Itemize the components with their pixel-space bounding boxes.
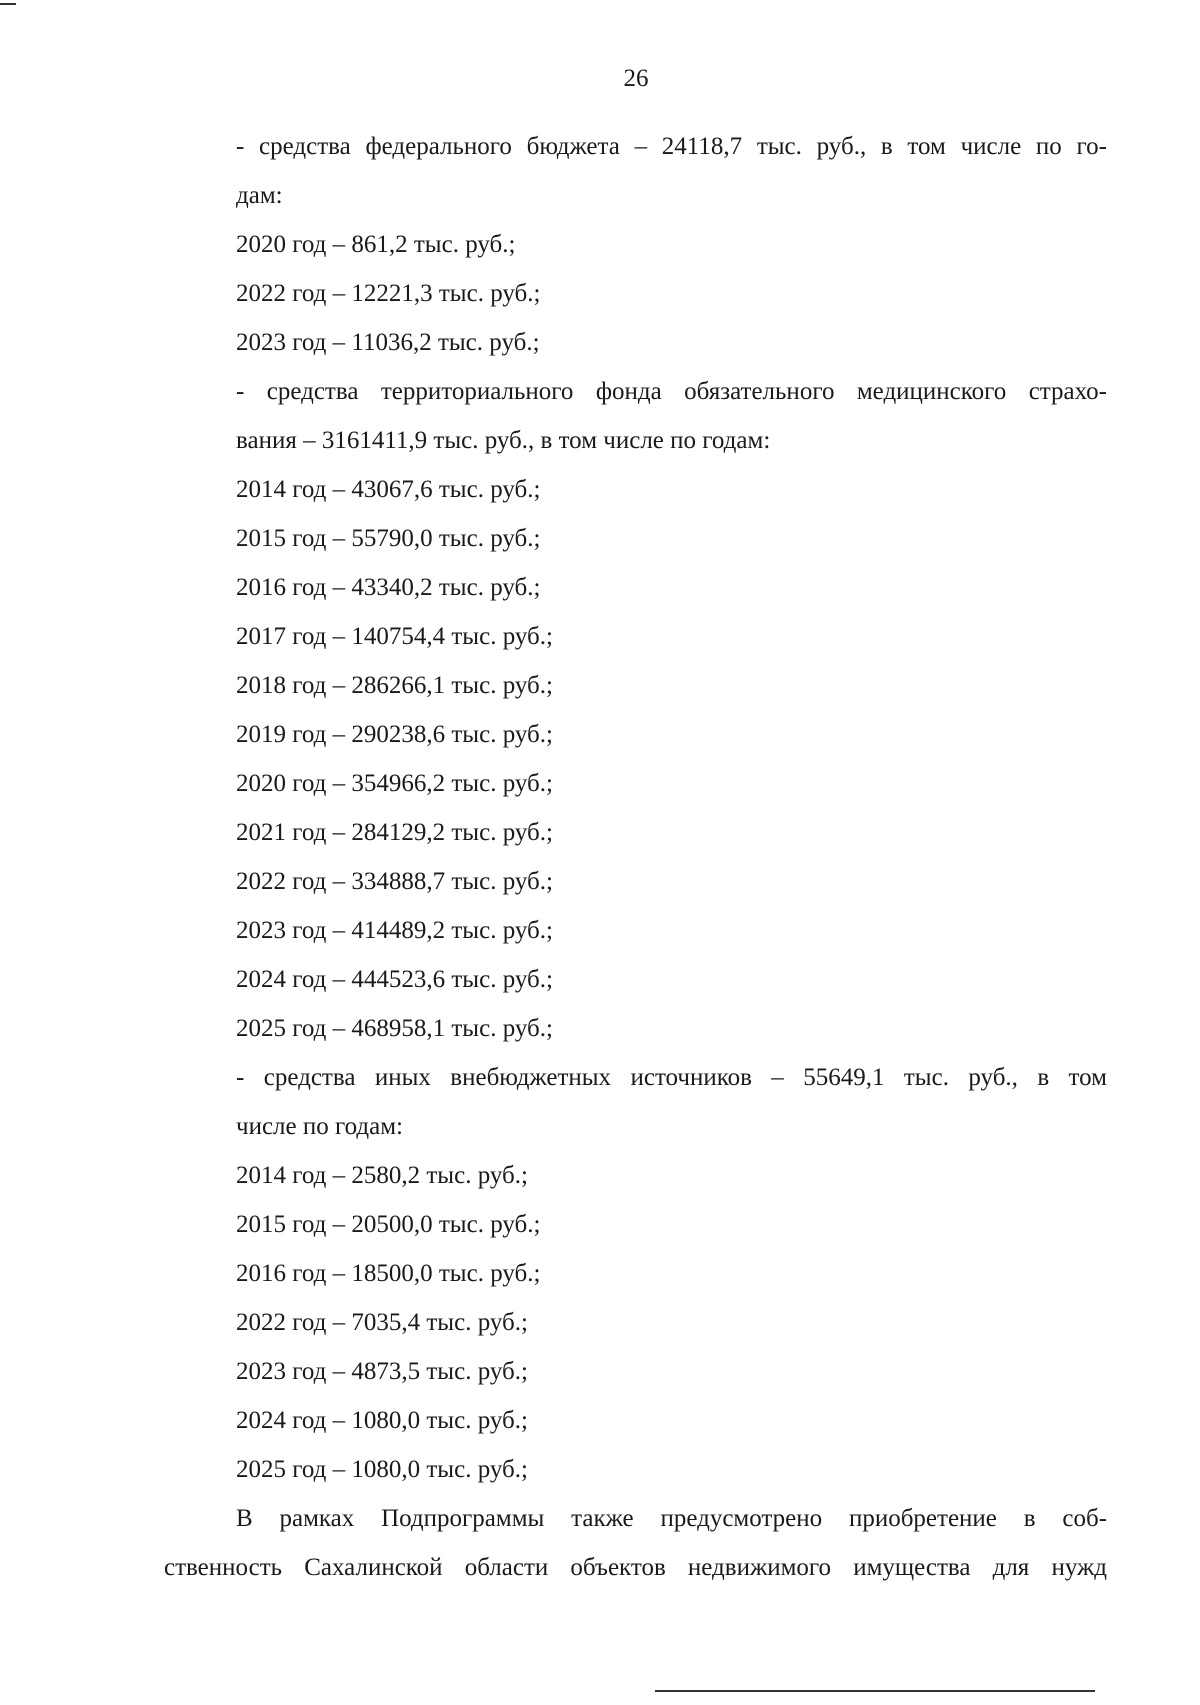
scan-corner-mark: [0, 3, 16, 5]
text-line: 2023 год – 414489,2 тыс. руб.;: [236, 917, 553, 944]
text-line: 2015 год – 55790,0 тыс. руб.;: [236, 525, 541, 552]
text-line: 2022 год – 334888,7 тыс. руб.;: [236, 868, 553, 895]
text-line: 2023 год – 4873,5 тыс. руб.;: [236, 1358, 528, 1385]
text-line: 2023 год – 11036,2 тыс. руб.;: [236, 329, 540, 356]
footer-rule: [655, 1690, 1095, 1692]
text-line: В рамках Подпрограммы также предусмотрено приобретение в соб-: [236, 1505, 1107, 1532]
text-line: дам:: [236, 182, 283, 209]
text-line: ственность Сахалинской области объектов недвижимого имущества для нужд: [164, 1554, 1107, 1581]
text-line: 2016 год – 18500,0 тыс. руб.;: [236, 1260, 541, 1287]
text-line: 2015 год – 20500,0 тыс. руб.;: [236, 1211, 541, 1238]
text-line: 2024 год – 1080,0 тыс. руб.;: [236, 1407, 528, 1434]
text-line: 2024 год – 444523,6 тыс. руб.;: [236, 966, 553, 993]
text-line: 2022 год – 12221,3 тыс. руб.;: [236, 280, 541, 307]
text-line: 2017 год – 140754,4 тыс. руб.;: [236, 623, 553, 650]
page-number: 26: [623, 65, 649, 92]
text-line: - средства иных внебюджетных источников – 55649,1 тыс. руб., в том: [236, 1064, 1107, 1091]
text-line: вания – 3161411,9 тыс. руб., в том числе по годам:: [236, 427, 771, 454]
text-line: 2014 год – 2580,2 тыс. руб.;: [236, 1162, 528, 1189]
text-line: - средства территориального фонда обязательного медицинского страхо-: [236, 378, 1107, 405]
text-line: числе по годам:: [236, 1113, 403, 1140]
text-line: - средства федерального бюджета – 24118,7 тыс. руб., в том числе по го-: [236, 133, 1107, 160]
text-line: 2025 год – 1080,0 тыс. руб.;: [236, 1456, 528, 1483]
body-text: [164, 122, 1107, 1592]
text-line: 2021 год – 284129,2 тыс. руб.;: [236, 819, 553, 846]
text-line: 2020 год – 861,2 тыс. руб.;: [236, 231, 516, 258]
text-line: 2018 год – 286266,1 тыс. руб.;: [236, 672, 553, 699]
text-line: 2022 год – 7035,4 тыс. руб.;: [236, 1309, 528, 1336]
text-line: 2016 год – 43340,2 тыс. руб.;: [236, 574, 541, 601]
text-line: 2020 год – 354966,2 тыс. руб.;: [236, 770, 553, 797]
text-line: 2025 год – 468958,1 тыс. руб.;: [236, 1015, 553, 1042]
text-line: 2019 год – 290238,6 тыс. руб.;: [236, 721, 553, 748]
text-line: 2014 год – 43067,6 тыс. руб.;: [236, 476, 541, 503]
